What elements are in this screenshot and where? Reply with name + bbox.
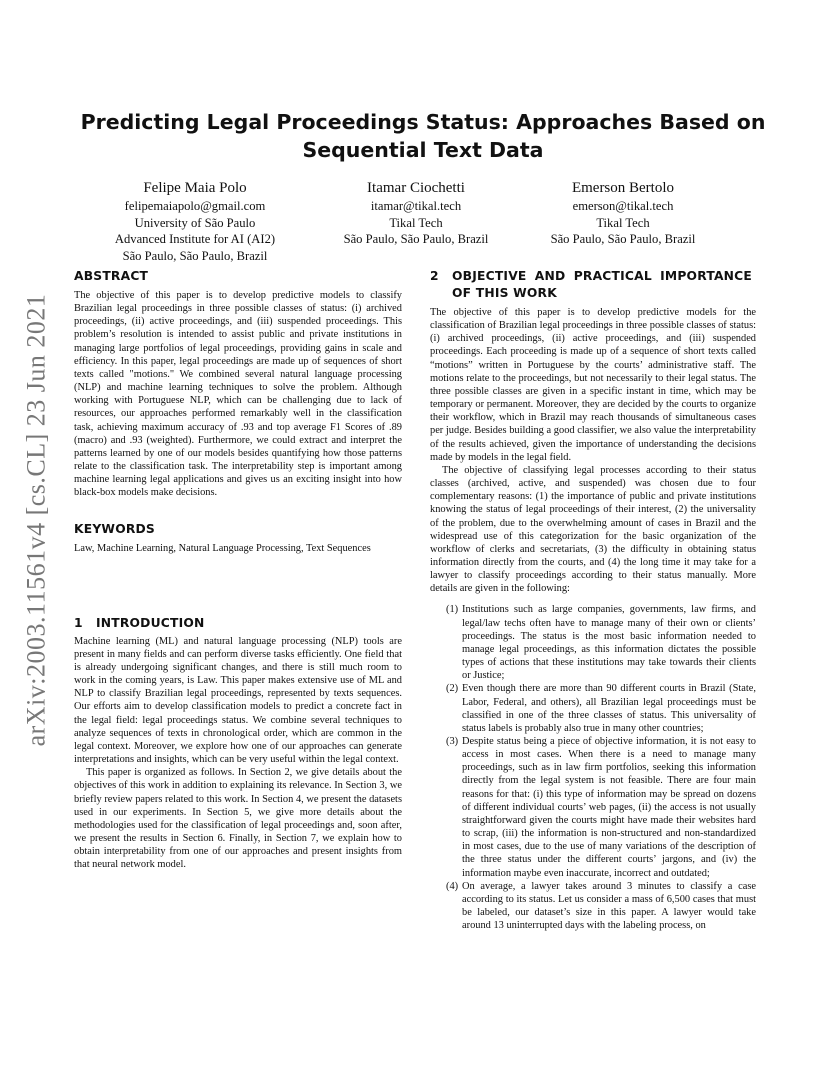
author-name: Emerson Bertolo (571, 180, 675, 196)
keywords-heading: KEYWORDS (74, 521, 155, 536)
abstract-heading: ABSTRACT (74, 269, 149, 283)
author-location: São Paulo, São Paulo, Brazil (122, 248, 268, 263)
list-item-label: (4) (446, 880, 459, 892)
list-item (430, 682, 756, 735)
objective-paragraph-2: The objective of classifying legal processes according to their status classes (archived, active, and suspended) was chosen due to four complementary reasons: (1) the importance of public and private institutions knowing the status of legal proceedings of their interest, (2) the universality of the problem, due to the overwhelming amount of cases in Brazil and the widespread use of this categorization for the basic organization of the workflow of clerks and secretariats, (3) the difficulty in obtaining status information directly from the courts, and (4) the long time it may take for a lawyer to classify proceedings according to their status manually. More details are given in the following: (430, 464, 756, 595)
keywords-text: Law, Machine Learning, Natural Language Processing, Text Sequences (74, 542, 371, 554)
author-email: felipemaiapolo@gmail.com (124, 199, 266, 213)
paper-title: Predicting Legal Proceedings Status: Approaches Based on Sequential Text Data (80, 110, 766, 162)
list-item (430, 880, 756, 933)
author-location: São Paulo, São Paulo, Brazil (343, 232, 489, 246)
section-heading-objective (430, 268, 756, 302)
section-title: INTRODUCTION (96, 615, 205, 630)
author-affiliation: Tikal Tech (389, 215, 443, 230)
intro-paragraph-1: Machine learning (ML) and natural language processing (NLP) tools are present in many fields and can perform diverse tasks efficiently. One field that is already undergoing significant changes, and there is still much room to work in the coming years, is Law. This paper makes extensive use of ML and NLP to classify Brazilian legal proceedings, represented by texts sequences. Our efforts aim to develop classification models to predict a concrete fact in the legal field: legal proceedings status. We combine several techniques to analyze sequences of texts in chronological order, which are common in the legal context. Moreover, we explore how one of our approaches can generate interpretations and insights, which can be very useful within the legal context. (74, 635, 402, 766)
section-title: OBJECTIVE AND PRACTICAL IMPORTANCE OF THIS WORK (452, 269, 752, 300)
list-item-text: Institutions such as large companies, governments, law firms, and legal/law techs often have to manage many of their own or clients’ proceedings. The status is the most basic information needed to manage legal proceedings, as this information dictates the possible types of actions that these institutions may take towards their clients or Justice; (462, 604, 756, 682)
author-affiliation: University of São Paulo (134, 215, 256, 230)
list-item-text: Even though there are more than 90 different courts in Brazil (State, Labor, Federal, and others), all Brazilian legal proceedings must be classified in one of the three classes of status. This universality of status labels is probably also true in many other countries; (462, 683, 756, 734)
author-email: emerson@tikal.tech (572, 199, 674, 213)
list-item (430, 735, 756, 880)
author-block-3 (513, 178, 733, 248)
author-block-1 (85, 178, 305, 264)
list-item-label: (3) (446, 736, 459, 747)
reasons-list (430, 603, 756, 932)
author-name: Itamar Ciochetti (367, 180, 465, 196)
objective-paragraph-1: The objective of this paper is to develop predictive models for the classification of Brazilian legal proceedings in three possible classes of status: (i) archived proceedings, (ii) active proceedings, and (iii) suspended proceedings. Each proceeding is made up of a sequence of short texts called “motions” written in Portuguese by the courts’ administrative staff. The motions relate to the proceedings, but not necessarily to their legal status. The three possible classes are given in a specific instant in time, which may be temporary or permanent. Moreover, they are decided by the courts to organize their workflow, which in Brazil may reach thousands of simultaneous cases per judge. Besides building a good classifier, we also value the interpretability of the results achieved, given the importance of understanding the decisions made by models in the legal field. (430, 307, 756, 463)
right-column (430, 268, 756, 932)
author-name: Felipe Maia Polo (143, 180, 247, 196)
left-column (74, 268, 402, 871)
intro-paragraph-2: This paper is organized as follows. In Section 2, we give details about the objectives of this work in addition to explaining its relevance. In Section 3, we briefly review papers related to this work. In Section 4, we present the datasets used in our experiments. In Section 5, we give more details about the methodologies used for the classification of legal proceedings and, soon after, we present the results in Section 6. Finally, in Section 7, we explain how to obtain interpretability from one of our approaches and present insights from that neural network model. (74, 767, 402, 871)
author-block-2 (306, 178, 526, 248)
author-location: São Paulo, São Paulo, Brazil (550, 232, 696, 246)
author-email: itamar@tikal.tech (370, 199, 462, 213)
section-heading-introduction (74, 615, 402, 632)
list-item-label: (1) (446, 604, 459, 616)
author-affiliation: Advanced Institute for AI (AI2) (114, 232, 276, 246)
arxiv-stamp (8, 293, 64, 747)
list-item (430, 603, 756, 682)
abstract-text: The objective of this paper is to develop predictive models to classify Brazilian legal proceedings in three possible classes of status: (i) archived proceedings, (ii) active proceedings, and (iii) suspended proceedings. This problem’s resolution is intended to assist public and private institutions in managing large portfolios of legal proceedings, providing gains in scale and efficiency. In this paper, legal proceedings are made up of sequences of short texts called "motions." We combined several natural language processing (NLP) and machine learning techniques to solve the problem. Although working with Portuguese NLP, which can be challenging due to lack of resources, our approaches performed remarkably well in the classification task, achieving maximum accuracy of .93 and top average F1 Scores of .89 (macro) and .93 (weighted). Furthermore, we could extract and interpret the patterns learned by one of our models besides quantifying how those patterns relate to the classification task. The interpretability step is important among machine learning legal applications and gives us an exciting insight into how black-box models make decisions. (74, 290, 402, 499)
section-number: 2 (430, 269, 439, 283)
arxiv-stamp-text: arXiv:2003.11561v4 [cs.CL] 23 Jun 2021 (21, 293, 50, 747)
list-item-label: (2) (446, 683, 459, 695)
list-item-text: Despite status being a piece of objective information, it is not easy to access in most cases. When there is a need to manage many proceedings, such as in law firm portfolios, seeking this information directly from the legal system is not feasible. There are four main reasons for that: (i) this type of information may be spread on dozens of different individual courts’ web pages, (ii) the access is not usually straightforward given the courts might have made their websites hard to scrap, (iii) the information is non-structured and non-standardized in most cases, due to the use of many variations of the description of the three status under the different courts’ jargons, and (iv) the information maybe even inaccurate, incorrect and outdated; (462, 736, 756, 879)
author-affiliation: Tikal Tech (596, 215, 650, 230)
list-item-text: On average, a lawyer takes around 3 minutes to classify a case according to its status. Let us consider a mass of 6,500 cases that must be labeled, our dataset’s size in this paper. A lawyer would take around 13 uninterrupted days with the labeling process, on (462, 880, 756, 932)
section-number: 1 (74, 615, 83, 630)
